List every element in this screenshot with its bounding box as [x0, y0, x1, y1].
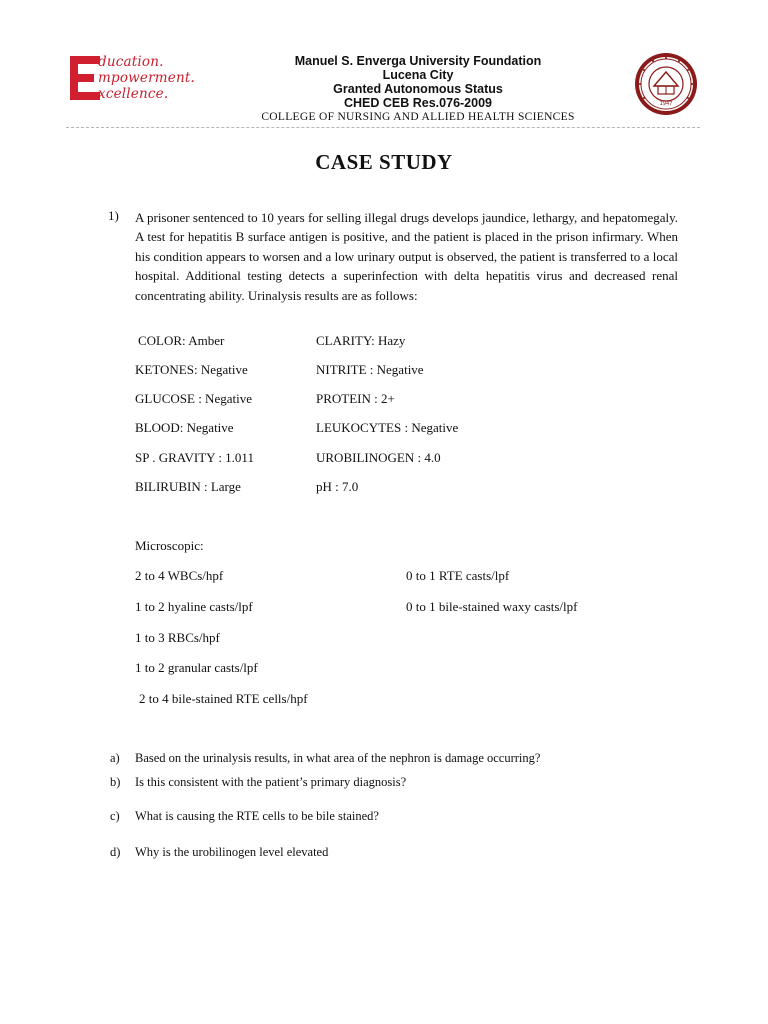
- urinalysis-ph: pH : 7.0: [316, 479, 359, 494]
- university-name: Manuel S. Enverga University Foundation: [294, 54, 542, 68]
- university-city: Lucena City: [382, 68, 454, 82]
- microscopic-wbcs: 2 to 4 WBCs/hpf: [135, 568, 224, 583]
- page-title: CASE STUDY: [315, 150, 453, 174]
- question-b: Is this consistent with the patient’s primary diagnosis?: [135, 775, 407, 789]
- urinalysis-nitrite: NITRITE : Negative: [316, 362, 424, 377]
- microscopic-rte-casts: 0 to 1 RTE casts/lpf: [406, 568, 510, 583]
- seal-year: 1947: [659, 101, 673, 107]
- urinalysis-clarity: CLARITY: Hazy: [316, 333, 406, 348]
- urinalysis-ketones: KETONES: Negative: [135, 362, 248, 377]
- microscopic-rbcs: 1 to 3 RBCs/hpf: [135, 630, 220, 645]
- college-name: COLLEGE OF NURSING AND ALLIED HEALTH SCIENCES: [261, 111, 575, 123]
- motto-line-3: xcellence.: [98, 86, 169, 102]
- motto-line-2: mpowerment.: [98, 70, 195, 86]
- university-seal-icon: [634, 52, 698, 116]
- university-status: Granted Autonomous Status: [333, 82, 503, 96]
- microscopic-waxy-casts: 0 to 1 bile-stained waxy casts/lpf: [406, 599, 578, 614]
- case-number: 1): [108, 208, 119, 223]
- header-divider: [66, 127, 700, 128]
- question-label-d: d): [110, 845, 121, 859]
- motto-logo: [66, 54, 216, 104]
- urinalysis-urobilinogen: UROBILINOGEN : 4.0: [316, 450, 441, 465]
- question-label-c: c): [110, 809, 120, 823]
- case-description: A prisoner sentenced to 10 years for selling illegal drugs develops jaundice, lethargy, and hepatomegaly. A test for hepatitis B surface antigen is positive, and the patient is placed in the prison infirmary. When his condition appears to worsen and a low urinary output is observed, the patient is transferred to a local hospital. Additional testing detects a superinfection with delta hepatitis virus and decreased renal concentrating ability. Urinalysis results are as follows:: [135, 210, 678, 303]
- urinalysis-glucose: GLUCOSE : Negative: [135, 391, 252, 406]
- urinalysis-leukocytes: LEUKOCYTES : Negative: [316, 420, 459, 435]
- urinalysis-bilirubin: BILIRUBIN : Large: [135, 479, 241, 494]
- question-d: Why is the urobilinogen level elevated: [135, 845, 329, 859]
- question-label-b: b): [110, 775, 121, 789]
- urinalysis-color: COLOR: Amber: [138, 333, 225, 348]
- urinalysis-protein: PROTEIN : 2+: [316, 391, 395, 406]
- urinalysis-sp-gravity: SP . GRAVITY : 1.011: [135, 450, 254, 465]
- urinalysis-blood: BLOOD: Negative: [135, 420, 234, 435]
- microscopic-rte-cells: 2 to 4 bile-stained RTE cells/hpf: [139, 691, 308, 706]
- motto-line-1: ducation.: [98, 54, 164, 70]
- question-c: What is causing the RTE cells to be bile stained?: [135, 809, 379, 823]
- microscopic-granular-casts: 1 to 2 granular casts/lpf: [135, 660, 258, 675]
- ched-resolution: CHED CEB Res.076-2009: [344, 96, 492, 110]
- question-label-a: a): [110, 751, 120, 765]
- microscopic-heading: Microscopic:: [135, 538, 204, 553]
- microscopic-hyaline-casts: 1 to 2 hyaline casts/lpf: [135, 599, 253, 614]
- e-letter-icon: [70, 56, 100, 100]
- question-a: Based on the urinalysis results, in what area of the nephron is damage occurring?: [135, 751, 541, 765]
